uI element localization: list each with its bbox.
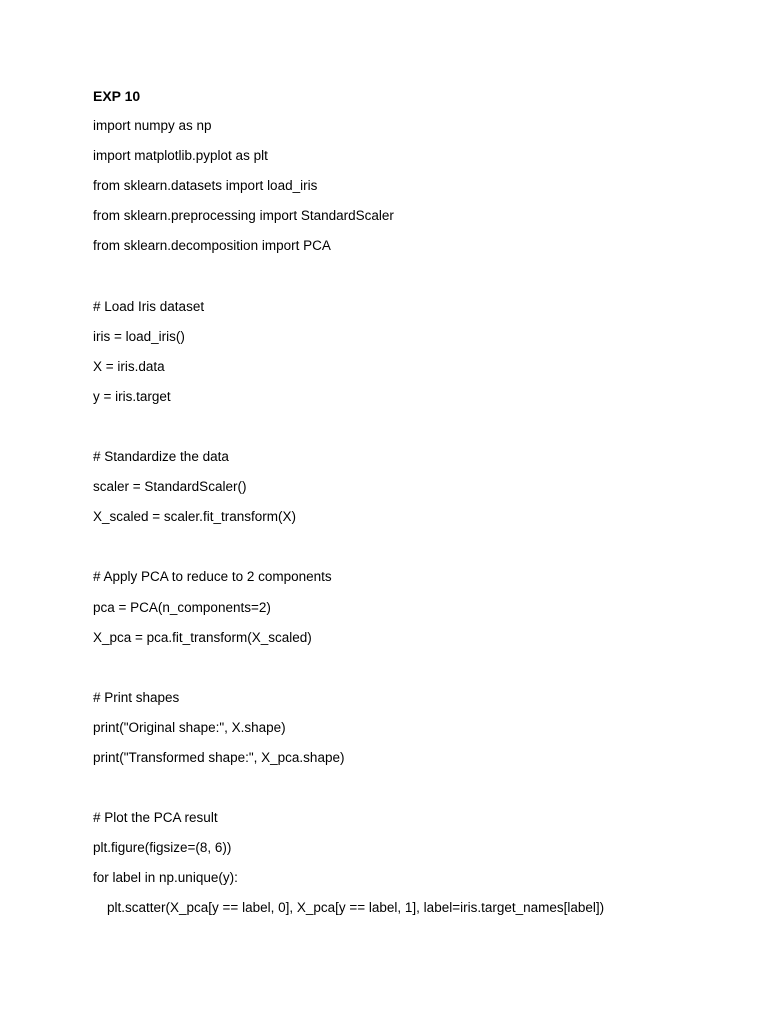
- code-line: from sklearn.datasets import load_iris: [93, 178, 318, 194]
- code-line: import numpy as np: [93, 118, 212, 133]
- code-line: from sklearn.decomposition import PCA: [93, 238, 331, 254]
- code-line: plt.scatter(X_pca[y == label, 0], X_pca[y == label, 1], label=iris.target_names[label]): [107, 900, 605, 916]
- code-line: # Standardize the data: [93, 449, 229, 465]
- code-line: for label in np.unique(y):: [93, 870, 238, 886]
- code-lines: [93, 116, 733, 918]
- code-line: X_pca = pca.fit_transform(X_scaled): [93, 629, 312, 645]
- blank-line: [93, 537, 733, 557]
- code-line: X_scaled = scaler.fit_transform(X): [93, 509, 296, 525]
- code-line: import matplotlib.pyplot as plt: [93, 148, 268, 164]
- blank-line: [93, 778, 733, 798]
- code-line: plt.figure(figsize=(8, 6)): [93, 840, 232, 856]
- code-line: y = iris.target: [93, 388, 171, 404]
- code-line: # Plot the PCA result: [93, 810, 218, 826]
- code-line: pca = PCA(n_components=2): [93, 599, 271, 615]
- document-title: EXP 10: [93, 88, 141, 104]
- blank-line: [93, 658, 733, 678]
- code-line: # Apply PCA to reduce to 2 components: [93, 569, 332, 585]
- blank-line: [93, 266, 733, 286]
- code-line: iris = load_iris(): [93, 328, 185, 344]
- code-line: print("Transformed shape:", X_pca.shape): [93, 749, 345, 765]
- code-line: print("Original shape:", X.shape): [93, 719, 286, 735]
- code-line: scaler = StandardScaler(): [93, 479, 247, 495]
- blank-line: [93, 417, 733, 437]
- code-line: # Print shapes: [93, 689, 180, 705]
- code-line: X = iris.data: [93, 358, 165, 374]
- code-line: # Load Iris dataset: [93, 298, 205, 314]
- code-line: from sklearn.preprocessing import StandardScaler: [93, 208, 394, 224]
- document-body: [93, 86, 733, 929]
